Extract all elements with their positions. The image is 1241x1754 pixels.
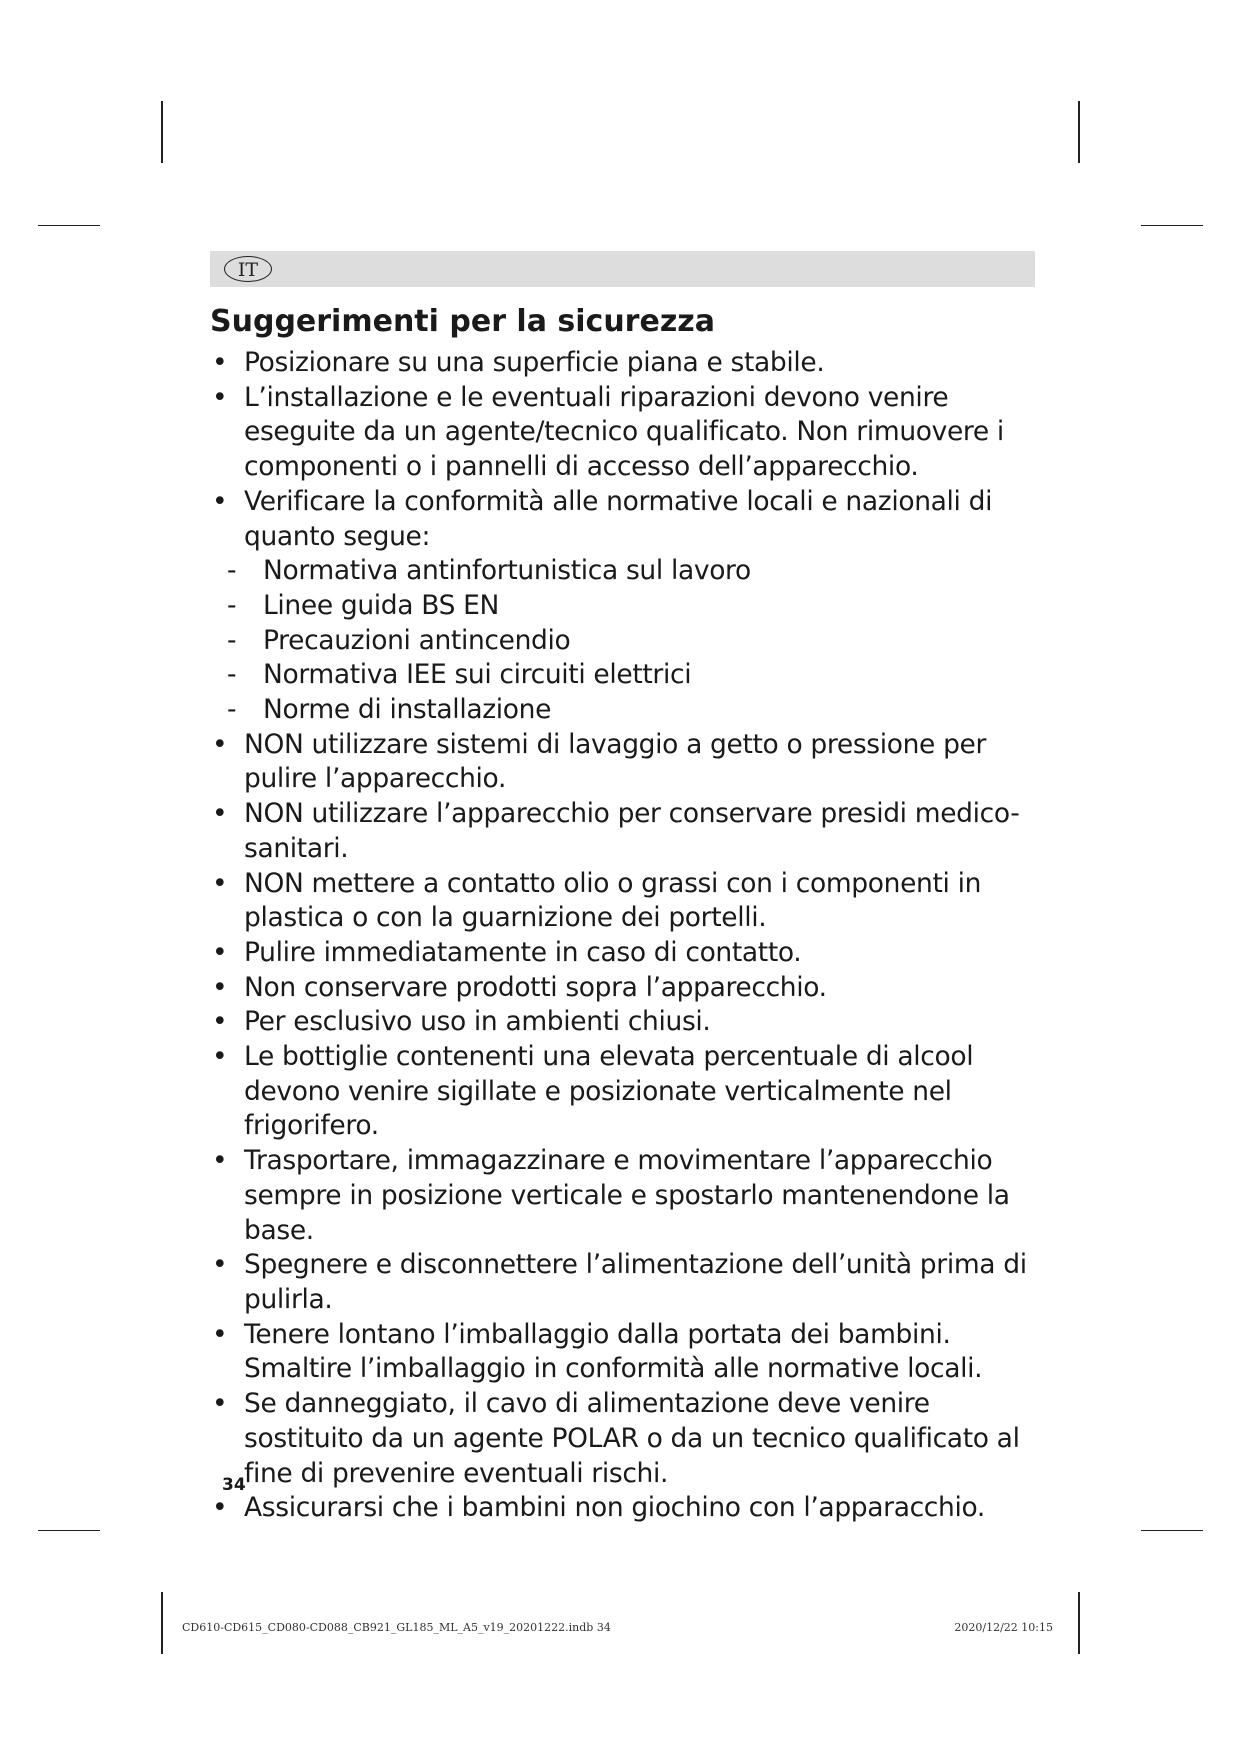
sub-list-item — [227, 624, 1050, 659]
regulations-sublist — [210, 554, 1050, 728]
dash-marker: - — [227, 694, 237, 726]
list-item-text: Verificare la conformità alle normative locali e nazionali di quanto segue: — [244, 485, 993, 552]
crop-mark-right-lower — [1141, 1530, 1203, 1531]
sub-list-item-text: Precauzioni antincendio — [263, 624, 571, 656]
footer-datetime: 2020/12/22 10:15 — [954, 1621, 1053, 1634]
sub-list-item — [227, 658, 1050, 693]
bullet-icon: • — [212, 798, 228, 830]
safety-section — [210, 298, 1050, 1526]
list-item-text: Pulire immediatamente in caso di contatto. — [244, 936, 802, 968]
bullet-icon: • — [212, 1318, 228, 1350]
bullet-icon: • — [212, 936, 228, 968]
footer-file-info: CD610-CD615_CD080-CD088_CB921_GL185_ML_A5_v19_20201222.indb 34 — [182, 1621, 611, 1634]
crop-mark-top-right — [1078, 101, 1080, 163]
list-item — [210, 1491, 1050, 1526]
bullet-icon: • — [212, 867, 228, 899]
list-item — [210, 1318, 1050, 1387]
sub-list-item-text: Normativa antinfortunistica sul lavoro — [263, 555, 751, 587]
list-item — [210, 1248, 1050, 1317]
list-item-text: Posizionare su una superficie piana e stabile. — [244, 347, 825, 378]
list-item — [210, 1144, 1050, 1248]
crop-mark-left-upper — [38, 225, 100, 226]
crop-mark-left-lower — [38, 1530, 100, 1531]
list-item-text: Le bottiglie contenenti una elevata percentuale di alcool devono venire sigillate e posizionate verticalmente nel frigorifero. — [244, 1041, 974, 1142]
list-item-text: NON utilizzare l’apparecchio per conservare presidi medico-sanitari. — [244, 798, 1020, 864]
list-item-text: Non conservare prodotti sopra l’apparecchio. — [244, 971, 827, 1003]
bullet-icon: • — [212, 1249, 228, 1281]
sub-list-item-text: Norme di installazione — [263, 694, 552, 726]
language-badge: IT — [224, 256, 272, 282]
list-item-text: Trasportare, immagazzinare e movimentare l’apparecchio sempre in posizione verticale e spostarlo mantenendone la base. — [244, 1145, 1010, 1246]
list-item-text: NON mettere a contatto olio o grassi con i componenti in plastica o con la guarnizione dei portelli. — [244, 867, 982, 934]
list-item-text: L’installazione e le eventuali riparazioni devono venire eseguite da un agente/tecnico qualificato. Non rimuovere i componenti o i pannelli di accesso dell’apparecchio. — [244, 381, 1004, 483]
crop-mark-bottom-left — [161, 1592, 163, 1654]
bullet-icon: • — [212, 381, 228, 413]
list-item-text: Tenere lontano l’imballaggio dalla portata dei bambini. Smaltire l’imballaggio in conformità alle normative locali. — [244, 1318, 983, 1385]
bullet-icon: • — [212, 1145, 228, 1177]
list-item-text: Spegnere e disconnettere l’alimentazione dell’unità prima di pulirla. — [244, 1249, 1027, 1315]
list-item — [210, 797, 1050, 866]
list-item — [210, 1387, 1050, 1491]
dash-marker: - — [227, 659, 237, 691]
list-item — [210, 381, 1050, 485]
list-item — [210, 971, 1050, 1006]
list-item-text: Se danneggiato, il cavo di alimentazione deve venire sostituito da un agente POLAR o da un tecnico qualificato al fine di prevenire eventuali rischi. — [244, 1388, 1020, 1489]
list-item-text: NON utilizzare sistemi di lavaggio a getto o pressione per pulire l’apparecchio. — [244, 728, 987, 795]
page-number: 34 — [222, 1475, 246, 1495]
bullet-icon: • — [212, 347, 228, 378]
crop-mark-right-upper — [1141, 225, 1203, 226]
list-item — [210, 728, 1050, 797]
list-item — [210, 485, 1050, 554]
dash-marker: - — [227, 624, 237, 656]
list-item-text: Per esclusivo uso in ambienti chiusi. — [244, 1006, 711, 1038]
crop-mark-bottom-right — [1078, 1592, 1080, 1654]
bullet-icon: • — [212, 1388, 228, 1420]
sub-list-item-text: Linee guida BS EN — [263, 589, 499, 621]
list-item — [210, 1005, 1050, 1040]
list-item — [210, 1040, 1050, 1144]
sub-list-item-text: Normativa IEE sui circuiti elettrici — [263, 659, 692, 691]
section-title: Suggerimenti per la sicurezza — [210, 304, 715, 339]
bullet-icon: • — [212, 1006, 228, 1038]
bullet-icon: • — [212, 1492, 228, 1524]
list-item — [210, 346, 1050, 381]
sub-list-item — [227, 693, 1050, 728]
list-item — [210, 936, 1050, 971]
dash-marker: - — [227, 555, 237, 587]
safety-list — [210, 346, 1050, 554]
list-item-text: Assicurarsi che i bambini non giochino con l’apparacchio. — [244, 1492, 985, 1524]
bullet-icon: • — [212, 1041, 228, 1073]
sub-list-item — [227, 554, 1050, 589]
bullet-icon: • — [212, 728, 228, 760]
bullet-icon: • — [212, 485, 228, 517]
sub-list-item — [227, 589, 1050, 624]
dash-marker: - — [227, 589, 237, 621]
language-header-bar — [210, 251, 1035, 287]
crop-mark-top-left — [161, 101, 163, 163]
list-item — [210, 867, 1050, 936]
bullet-icon: • — [212, 971, 228, 1003]
safety-list-continued — [210, 728, 1050, 1526]
